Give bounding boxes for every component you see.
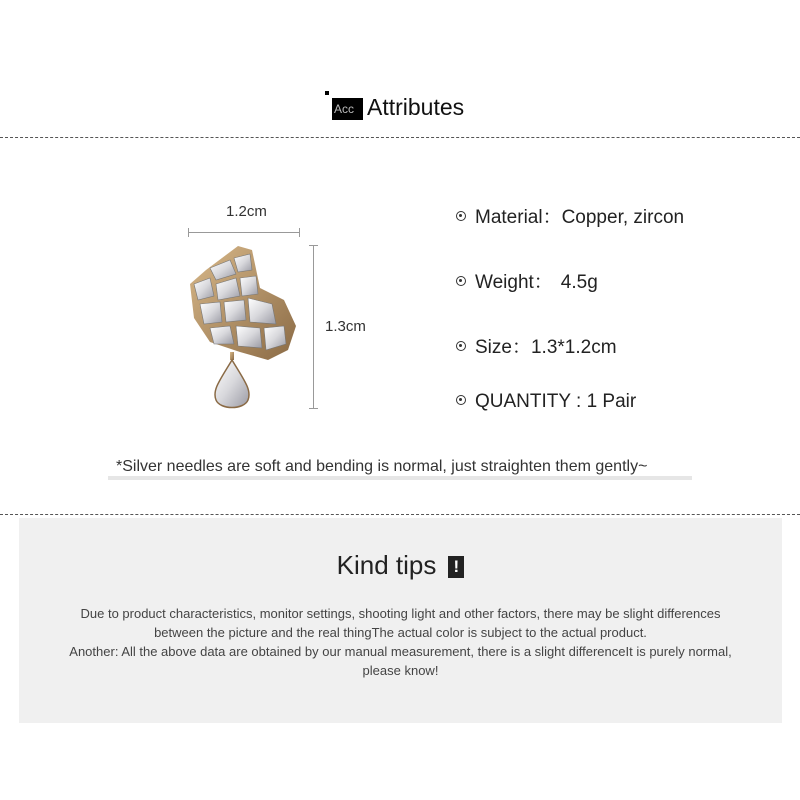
top-divider: [0, 137, 800, 138]
note-text: *Silver needles are soft and bending is normal, just straighten them gently~: [116, 458, 648, 475]
tips-heading: [19, 550, 782, 581]
exclamation-icon: !: [448, 556, 464, 578]
attribute-label: QUANTITY :: [475, 391, 587, 412]
tips-title: Kind tips: [336, 550, 437, 580]
height-dimension-line: [313, 245, 314, 409]
earring-icon: [180, 240, 310, 415]
section-title: Attributes: [367, 94, 465, 120]
tips-body: [59, 604, 742, 680]
section-header: [0, 88, 800, 128]
attribute-quantity: [456, 391, 636, 413]
bullet-icon: [456, 341, 466, 351]
kind-tips-panel: [19, 518, 782, 723]
bullet-icon: [456, 211, 466, 221]
attribute-size: [456, 332, 617, 359]
care-note: [108, 456, 692, 480]
width-label: 1.2cm: [226, 203, 267, 220]
attribute-value: 1.3*1.2cm: [530, 337, 617, 358]
attribute-value: 4.5g: [560, 272, 598, 293]
width-dimension-line: [188, 232, 300, 233]
attribute-label: Material：: [475, 207, 562, 228]
bullet-icon: [456, 276, 466, 286]
attribute-value: Copper, zircon: [561, 207, 685, 228]
height-label: 1.3cm: [325, 318, 366, 335]
note-highlight: [108, 476, 692, 480]
attribute-material: [456, 202, 684, 229]
badge-dot: [325, 91, 329, 95]
attribute-value: 1 Pair: [586, 391, 637, 412]
attribute-label: Weight：: [475, 272, 553, 293]
header-badge: Acc: [332, 98, 363, 120]
tips-paragraph-1: Due to product characteristics, monitor settings, shooting light and other factors, there may be slight differences between the picture and the real thingThe actual color is subject to the actual product.: [80, 606, 721, 640]
bullet-icon: [456, 395, 466, 405]
bottom-divider: [0, 514, 800, 515]
attribute-label: Size：: [475, 337, 531, 358]
tips-paragraph-2: Another: All the above data are obtained by our manual measurement, there is a slight differenceIt is purely normal, please know!: [69, 644, 732, 678]
attribute-weight: [456, 267, 598, 294]
